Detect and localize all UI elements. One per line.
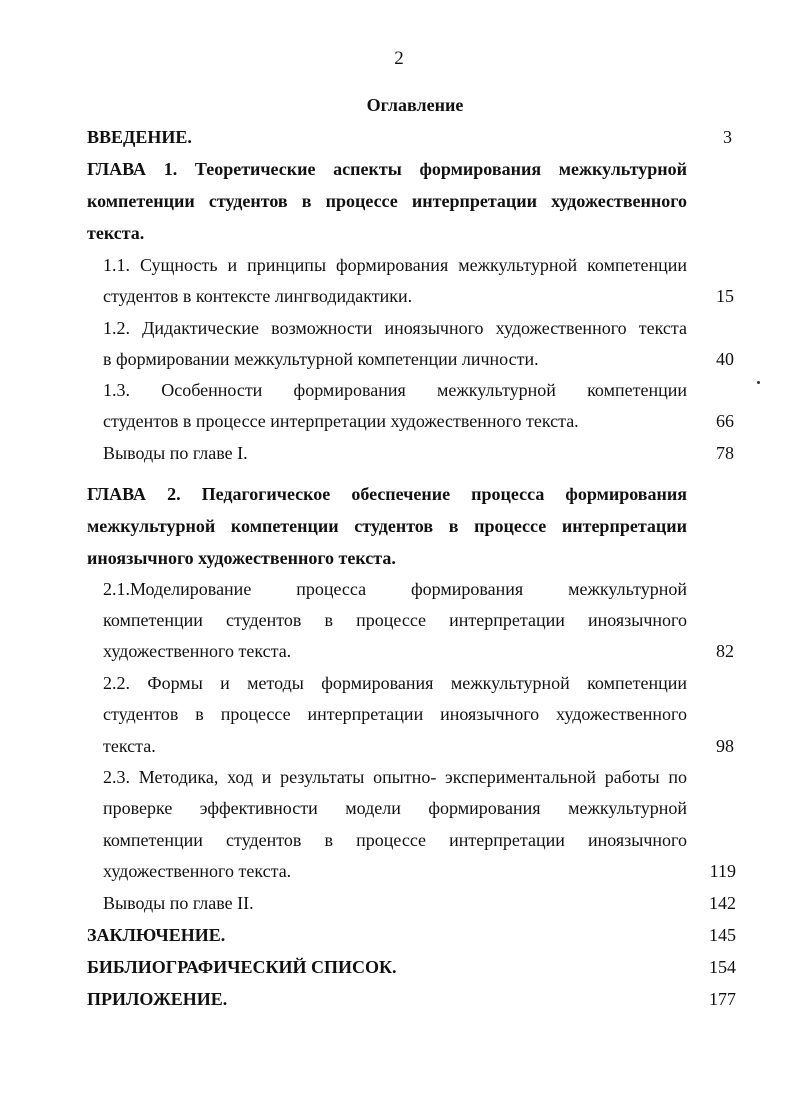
- chapter2-conclusions-title: Выводы по главе II.: [103, 893, 254, 913]
- section-2-3-line2: проверке эффективности модели формирования межкультурной: [103, 798, 687, 818]
- toc-entry-bibliography-title: БИБЛИОГРАФИЧЕСКИЙ СПИСОК.: [87, 957, 397, 977]
- toc-entry-conclusion-title: ЗАКЛЮЧЕНИЕ.: [87, 925, 226, 945]
- section-2-1-line3: художественного текста.: [103, 641, 292, 661]
- chapter2-title-line3: иноязычного художественного текста.: [87, 548, 396, 568]
- section-1-1-line2: студентов в контексте лингводидактики.: [103, 286, 413, 306]
- section-1-1-line1: 1.1. Сущность и принципы формирования межкультурной компетенции: [103, 255, 687, 275]
- section-1-3-page: 66: [716, 411, 734, 431]
- chapter2-title-line1: ГЛАВА 2. Педагогическое обеспечение процесса формирования: [87, 484, 687, 504]
- chapter1-title-line1: ГЛАВА 1. Теоретические аспекты формирования межкультурной: [87, 159, 687, 179]
- section-2-1-line2: компетенции студентов в процессе интерпретации иноязычного: [103, 610, 687, 630]
- section-1-3-line1: 1.3. Особенности формирования межкультурной компетенции: [103, 380, 687, 400]
- toc-entry-intro-title: ВВЕДЕНИЕ.: [87, 127, 192, 147]
- chapter1-conclusions-page: 78: [716, 443, 734, 463]
- section-2-2-page: 98: [716, 736, 734, 756]
- toc-entry-appendix-title: ПРИЛОЖЕНИЕ.: [87, 989, 228, 1009]
- section-1-1-page: 15: [716, 286, 734, 306]
- section-2-3-line1: 2.3. Методика, ход и результаты опытно- экспериментальной работы по: [103, 767, 687, 787]
- section-2-3-line4: художественного текста.: [103, 861, 292, 881]
- toc-entry-intro-page: 3: [723, 127, 732, 147]
- chapter1-title-line2: компетенции студентов в процессе интерпретации художественного: [87, 191, 687, 211]
- section-2-2-line1: 2.2. Формы и методы формирования межкультурной компетенции: [103, 673, 687, 693]
- toc-entry-conclusion-page: 145: [709, 925, 736, 945]
- section-1-3-line2: студентов в процессе интерпретации художественного текста.: [103, 411, 579, 431]
- section-2-2-line2: студентов в процессе интерпретации иноязычного художественного: [103, 704, 687, 724]
- scan-speck: [757, 381, 760, 384]
- section-2-3-line3: компетенции студентов в процессе интерпретации иноязычного: [103, 830, 687, 850]
- section-2-3-page: 119: [709, 861, 736, 881]
- chapter2-title-line2: межкультурной компетенции студентов в процессе интерпретации: [87, 516, 687, 536]
- toc-entry-bibliography-page: 154: [709, 957, 736, 977]
- section-2-1-page: 82: [716, 641, 734, 661]
- chapter2-conclusions-page: 142: [709, 893, 736, 913]
- toc-entry-appendix-page: 177: [709, 989, 736, 1009]
- chapter1-conclusions-title: Выводы по главе I.: [103, 443, 248, 463]
- section-1-2-page: 40: [716, 349, 734, 369]
- page-number: 2: [394, 48, 404, 69]
- section-1-2-line1: 1.2. Дидактические возможности иноязычного художественного текста: [103, 318, 687, 338]
- section-2-2-line3: текста.: [103, 736, 156, 756]
- section-1-2-line2: в формировании межкультурной компетенции личности.: [103, 349, 539, 369]
- toc-title: Оглавление: [366, 95, 464, 115]
- section-2-1-line1: 2.1.Моделирование процесса формирования межкультурной: [103, 579, 687, 599]
- chapter1-title-line3: текста.: [87, 223, 145, 243]
